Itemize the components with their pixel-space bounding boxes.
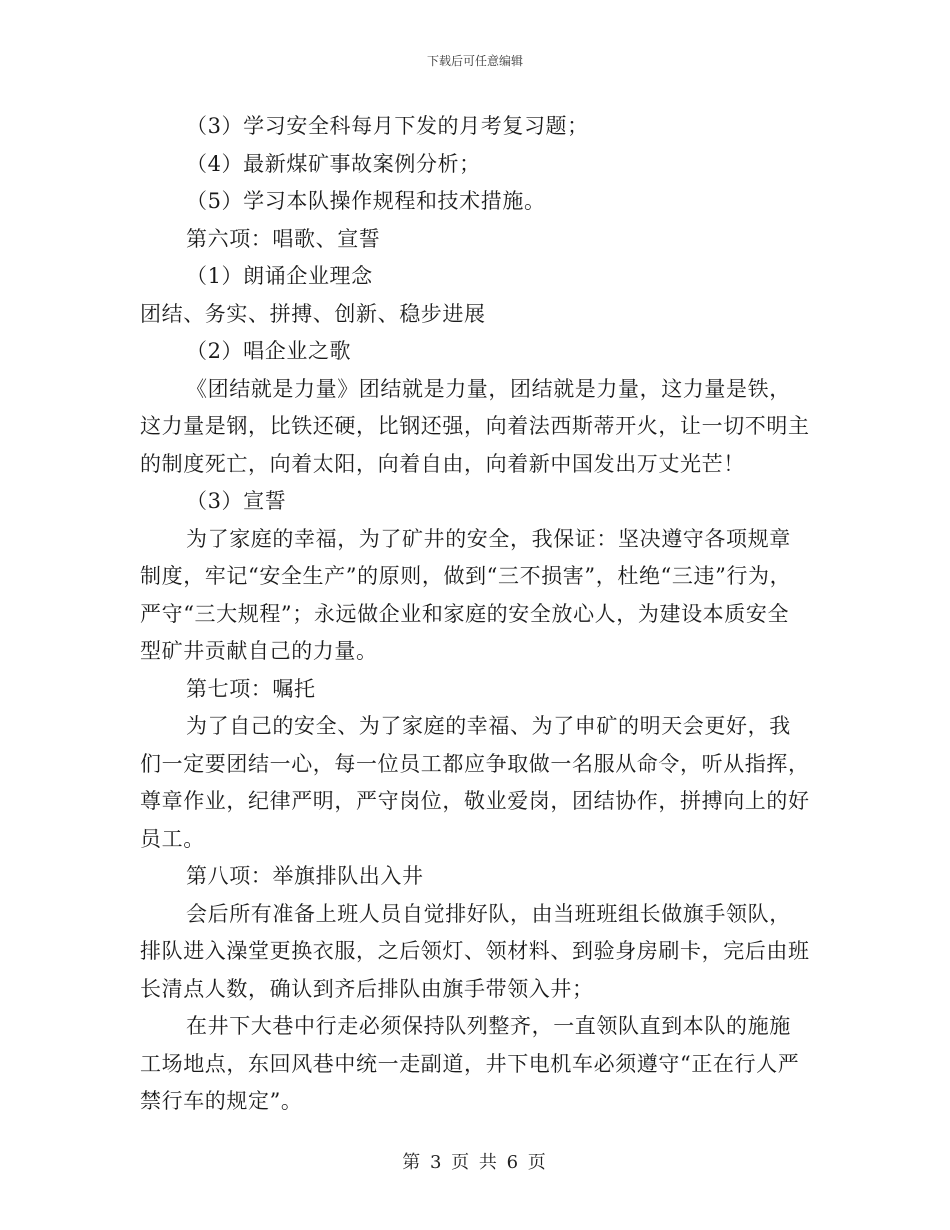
paragraph: 第八项：举旗排队出入井 (186, 864, 424, 888)
paragraph: 为了自己的安全、为了家庭的幸福、为了申矿的明天会更好，我们一定要团结一心，每一位员工都应争取做一名服从命令，听从指挥，尊章作业，纪律严明，严守岗位，敬业爱岗，团结协作，拼搏向上的好员工。 (140, 714, 810, 851)
paragraph: （5）学习本队操作规程和技术措施。 (186, 189, 546, 213)
paragraph: 第七项：嘱托 (186, 676, 316, 701)
paragraph: （1）朗诵企业理念 (186, 264, 373, 288)
paragraph: 《团结就是力量》团结就是力量，团结就是力量，这力量是铁，这力量是钢，比铁还硬，比钢还强，向着法西斯蒂开火，让一切不明主的制度死亡，向着太阳，向着自由，向着新中国发出万丈光芒！ (140, 376, 810, 476)
paragraph: 团结、务实、拼搏、创新、稳步进展 (140, 301, 486, 326)
paragraph: （3）宣誓 (186, 489, 287, 513)
page-number: 第 3 页 共 6 页 (402, 1152, 548, 1173)
page-header: 下载后可任意编辑 (426, 54, 523, 68)
paragraph: 会后所有准备上班人员自觉排好队，由当班班组长做旗手领队，排队进入澡堂更换衣服，之后领灯、领材料、到验身房刷卡，完后由班长清点人数，确认到齐后排队由旗手带领入井； (140, 901, 810, 1001)
paragraph: 在井下大巷中行走必须保持队列整齐，一直领队直到本队的施施工场地点，东回风巷中统一走副道，井下电机车必须遵守“正在行人严禁行车的规定”。 (140, 1014, 800, 1113)
paragraph: （4）最新煤矿事故案例分析； (186, 151, 481, 176)
paragraph: 为了家庭的幸福，为了矿井的安全，我保证：坚决遵守各项规章制度，牢记“安全生产”的原则，做到“三不损害”，杜绝“三违”行为，严守“三大规程”；永远做企业和家庭的安全放心人，为建设本质安全型矿井贡献自己的力量。 (140, 526, 792, 663)
document-body (140, 108, 810, 1121)
paragraph: 第六项：唱歌、宣誓 (186, 226, 381, 251)
paragraph: （3）学习安全科每月下发的月考复习题； (186, 114, 589, 138)
paragraph: （2）唱企业之歌 (186, 339, 352, 363)
